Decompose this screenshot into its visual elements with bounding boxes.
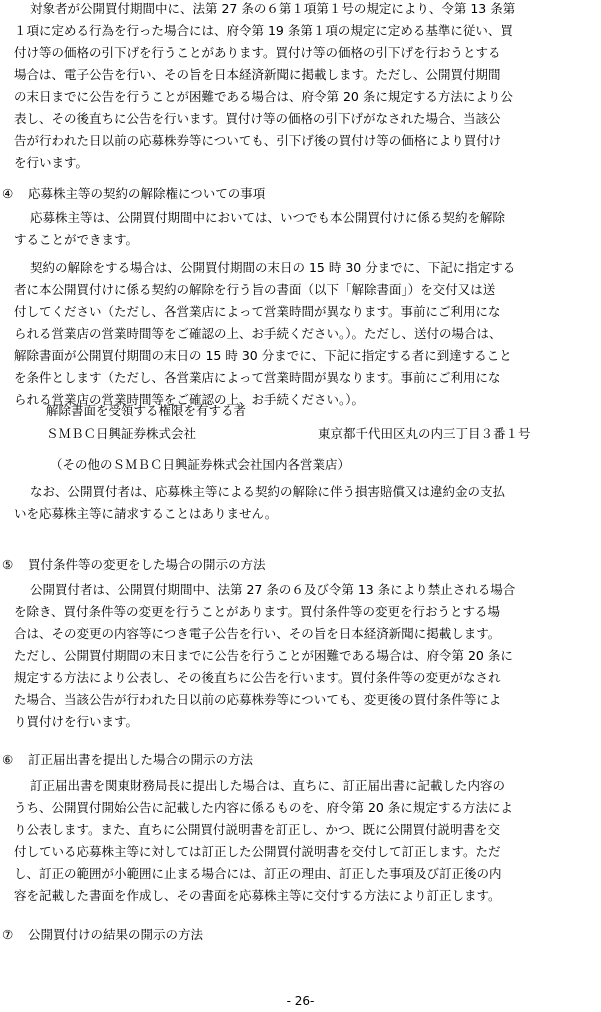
text-line: 対象者が公開買付期間中に、法第 27 条の６第１項第１号の規定により、令第 13 条第 — [30, 1, 516, 16]
company-name: ＳＭＢＣ日興証券株式会社 — [46, 426, 197, 441]
text-line: を除き、買付条件等の変更を行うことがあります。買付条件等の変更を行おうとする場 — [14, 604, 501, 619]
text-line: 合は、その変更の内容等につき電子公告を行い、その旨を日本経済新聞に掲載します。 — [14, 626, 501, 641]
company-address: 東京都千代田区丸の内三丁目３番１号 — [318, 426, 531, 441]
text-line: り公表します。また、直ちに公開買付説明書を訂正し、かつ、既に公開買付説明書を交 — [14, 822, 501, 837]
page-number: - 26- — [286, 994, 315, 1008]
text-line: 場合は、電子公告を行い、その旨を日本経済新聞に掲載します。ただし、公開買付期間 — [14, 67, 501, 82]
section-heading-5 — [2, 554, 266, 576]
text-line: 表し、その後直ちに公告を行います。買付け等の価格の引下げがなされた場合、当該公 — [14, 111, 501, 126]
authority-label: 解除書面を受領する権限を有する者 — [46, 403, 247, 418]
text-line: を行います。 — [14, 155, 89, 170]
text-line: 規定する方法により公表し、その後直ちに公告を行います。買付条件等の変更がなされ — [14, 670, 501, 685]
section-heading-4 — [2, 183, 265, 205]
text-line: いを応募株主等に請求することはありません。 — [14, 506, 278, 521]
text-line: することができます。 — [14, 232, 139, 247]
section-title: 公開買付けの結果の開示の方法 — [28, 927, 204, 942]
text-line: 公開買付者は、公開買付期間中、法第 27 条の６及び令第 13 条により禁止される場合 — [30, 582, 516, 597]
text-line: なお、公開買付者は、応募株主等による契約の解除に伴う損害賠償又は違約金の支払 — [30, 484, 506, 499]
text-line: 者に本公開買付けに係る契約の解除を行う旨の書面（以下「解除書面」）を交付又は送 — [14, 282, 496, 297]
text-line: られる営業店の営業時間等をご確認の上、お手続ください。）。ただし、送付の場合は、 — [14, 326, 502, 341]
text-line: 告が行われた日以前の応募株券等についても、引下げ後の買付け等の価格により買付け — [14, 133, 502, 148]
text-line: を条件とします（ただし、各営業店によって営業時間が異なります。事前にご利用にな — [14, 370, 501, 385]
section-title: 応募株主等の契約の解除権についての事項 — [28, 186, 266, 201]
text-line: 付け等の価格の引下げを行うことがあります。買付け等の価格の引下げを行おうとする — [14, 45, 501, 60]
text-line: 付している応募株主等に対しては訂正した公開買付説明書を交付して訂正します。ただ — [14, 844, 501, 859]
text-line: 訂正届出書を関東財務局長に提出した場合は、直ちに、訂正届出書に記載した内容の — [30, 778, 506, 793]
branches-note: （その他のＳＭＢＣ日興証券株式会社国内各営業店） — [50, 457, 351, 472]
text-line: 付してください（ただし、各営業店によって営業時間が異なります。事前にご利用にな — [14, 304, 501, 319]
section-number: ⑦ — [2, 927, 14, 942]
text-line: し、訂正の範囲が小範囲に止まる場合には、訂正の理由、訂正した事項及び訂正後の内 — [14, 866, 502, 881]
section-heading-7 — [2, 924, 203, 946]
text-line: １項に定める行為を行った場合には、府令第 19 条第１項の規定に定める基準に従い、買 — [14, 23, 513, 38]
text-line: た場合、当該公告が行われた日以前の応募株券等についても、変更後の買付条件等によ — [14, 692, 502, 707]
text-line: の末日までに公告を行うことが困難である場合は、府令第 20 条に規定する方法により公 — [14, 89, 513, 104]
section-heading-6 — [2, 749, 253, 771]
text-line: り買付けを行います。 — [14, 714, 139, 729]
text-line: 応募株主等は、公開買付期間中においては、いつでも本公開買付けに係る契約を解除 — [30, 210, 506, 225]
section-number: ⑥ — [2, 752, 14, 767]
text-line: 契約の解除をする場合は、公開買付期間の末日の 15 時 30 分までに、下記に指定する — [30, 260, 516, 275]
text-line: られる営業店の営業時間等をご確認の上、お手続ください。）。 — [14, 392, 365, 407]
section-number: ④ — [2, 186, 14, 201]
text-line: 容を記載した書面を作成し、その書面を応募株主等に交付する方法により訂正します。 — [14, 888, 501, 903]
section-number: ⑤ — [2, 557, 14, 572]
text-line: 解除書面が公開買付期間の末日の 15 時 30 分までに、下記に指定する者に到達すること — [14, 348, 512, 363]
text-line: うち、公開買付開始公告に記載した内容に係るものを、府令第 20 条に規定する方法によ — [14, 800, 513, 815]
section-title: 買付条件等の変更をした場合の開示の方法 — [28, 557, 266, 572]
section-title: 訂正届出書を提出した場合の開示の方法 — [28, 752, 254, 767]
text-line: ただし、公開買付期間の末日までに公告を行うことが困難である場合は、府令第 20 条に — [14, 648, 513, 663]
